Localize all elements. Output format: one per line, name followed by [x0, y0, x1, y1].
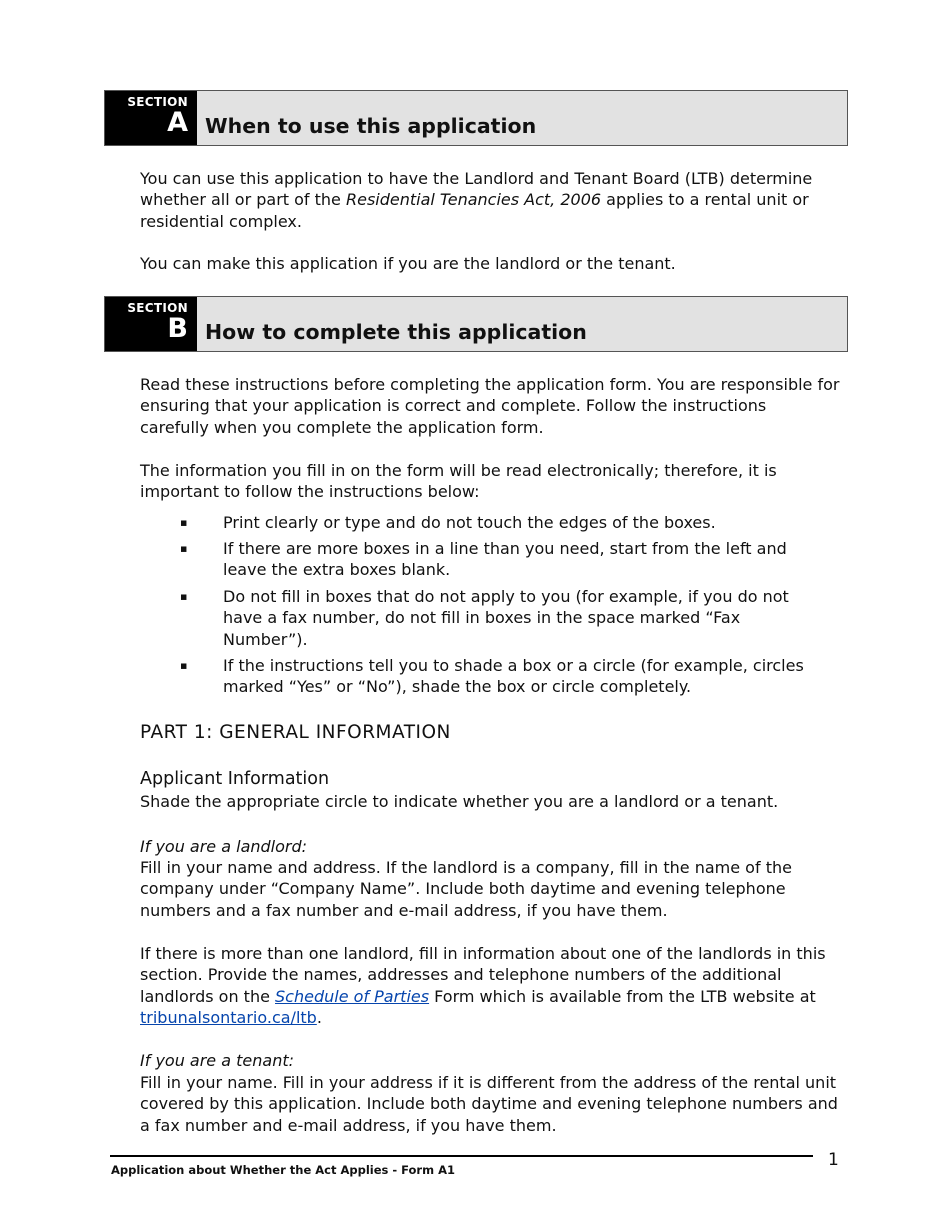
footer-divider	[110, 1155, 813, 1157]
landlord-heading	[140, 836, 840, 857]
section-b-tag	[105, 297, 197, 351]
section-a-header	[104, 90, 848, 146]
bullet-square-icon: ▪	[180, 516, 188, 529]
instruction-bullet	[180, 538, 820, 581]
section-b-title: How to complete this application	[205, 320, 587, 344]
bullet-text: Do not fill in boxes that do not apply to you (for example, if you do not have a fax number, do not fill in boxes in the space marked “Fax Number”).	[223, 587, 789, 649]
landlord-p2-text-mid: Form which is available from the LTB website at	[429, 986, 816, 1006]
tenant-paragraph: Fill in your name. Fill in your address if it is different from the address of the rental unit covered by this application. Include both daytime and evening telephone numbers and a fax number and e-mail address, if you have them.	[140, 1073, 838, 1135]
section-a-letter: A	[167, 107, 188, 138]
bullet-square-icon: ▪	[180, 659, 188, 672]
section-a-p1-text-end: applies to a rental unit or residential complex.	[140, 190, 809, 231]
section-a-title: When to use this application	[205, 114, 537, 138]
section-a-paragraph-2: You can make this application if you are the landlord or the tenant.	[140, 254, 676, 273]
bullet-text: If the instructions tell you to shade a box or a circle (for example, circles marked “Yes” or “No”), shade the box or circle completely.	[223, 656, 804, 697]
landlord-p2-text: If there is more than one landlord, fill in information about one of the landlords in this section. Provide the names, addresses and telephone numbers of the additional landlords on the	[140, 944, 826, 1006]
section-a-tag	[105, 91, 197, 145]
tenant-heading-text: If you are a tenant:	[140, 1051, 294, 1070]
section-b-letter: B	[167, 313, 188, 344]
ltb-website-link[interactable]: tribunalsontario.ca/ltb	[140, 1007, 317, 1027]
bullet-text: Print clearly or type and do not touch the edges of the boxes.	[223, 513, 716, 532]
schedule-of-parties-link[interactable]	[275, 987, 429, 1006]
page-number: 1	[828, 1150, 839, 1170]
part-1-heading: PART 1: GENERAL INFORMATION	[140, 722, 451, 743]
tenant-heading	[140, 1050, 840, 1071]
instruction-bullet	[180, 586, 820, 650]
section-b-paragraph-2: The information you fill in on the form will be read electronically; therefore, it is important to follow the instructions below:	[140, 461, 777, 502]
section-b-label: SECTION	[127, 301, 188, 315]
landlord-paragraph-1: Fill in your name and address. If the landlord is a company, fill in the name of the company under “Company Name”. Include both daytime and evening telephone numbers and a fax number and e-mail address, if you have them.	[140, 858, 792, 920]
applicant-intro: Shade the appropriate circle to indicate whether you are a landlord or a tenant.	[140, 792, 779, 811]
landlord-heading-text: If you are a landlord:	[140, 837, 308, 856]
section-b-header	[104, 296, 848, 352]
section-b-paragraph-1: Read these instructions before completing the application form. You are responsible for ensuring that your application is correct and complete. Follow the instructions carefully when you complete the application form.	[140, 375, 840, 437]
bullet-square-icon: ▪	[180, 542, 188, 555]
section-a-label: SECTION	[127, 95, 188, 109]
bullet-text: If there are more boxes in a line than you need, start from the left and leave the extra boxes blank.	[223, 539, 787, 580]
instruction-bullet	[180, 512, 820, 533]
schedule-of-parties-link-text: Schedule of Parties	[275, 986, 430, 1006]
landlord-p2-text-end: .	[316, 1007, 322, 1027]
instruction-bullet	[180, 655, 820, 698]
act-title: Residential Tenancies Act, 2006	[345, 190, 602, 210]
landlord-paragraph-2	[140, 943, 840, 1028]
applicant-information-heading: Applicant Information	[140, 769, 330, 789]
section-a-p1-text: You can use this application to have the Landlord and Tenant Board (LTB) determine whether all or part of the	[140, 169, 813, 210]
section-a-paragraph-1	[140, 168, 840, 232]
footer-form-title: Application about Whether the Act Applies - Form A1	[111, 1163, 455, 1177]
bullet-square-icon: ▪	[180, 590, 188, 603]
